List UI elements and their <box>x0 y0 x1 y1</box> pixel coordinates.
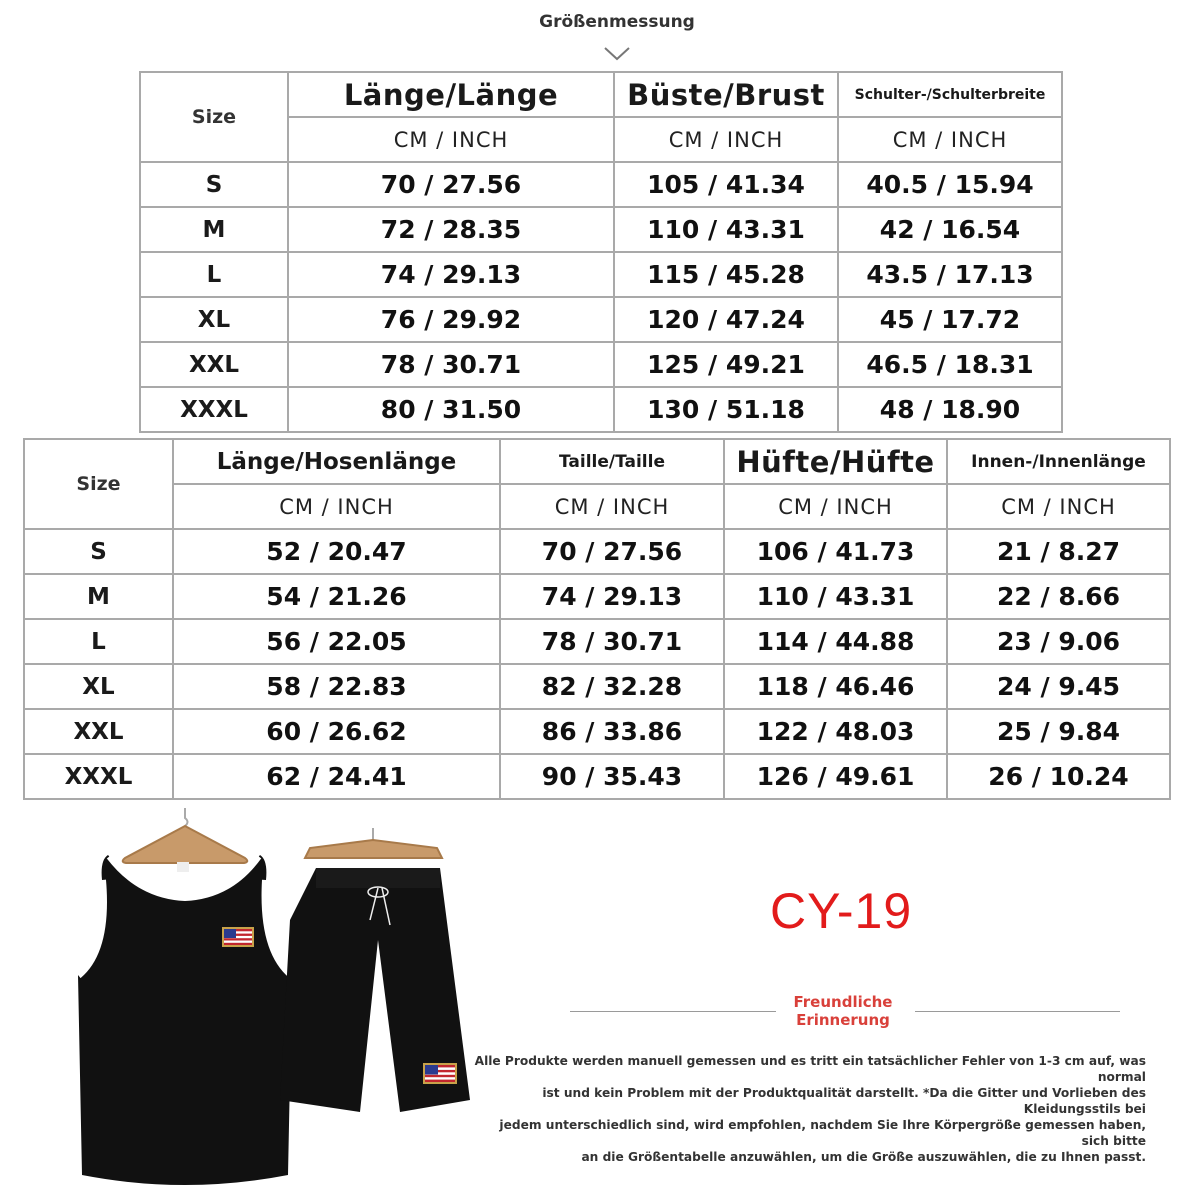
value-cell: 122 / 48.03 <box>724 709 947 754</box>
unit-label: CM / INCH <box>614 117 838 162</box>
reminder-title-line: Erinnerung <box>796 1011 890 1029</box>
size-cell: XXL <box>24 709 173 754</box>
value-cell: 74 / 29.13 <box>500 574 724 619</box>
value-cell: 114 / 44.88 <box>724 619 947 664</box>
reminder-text-line: Alle Produkte werden manuell gemessen und es tritt ein tatsächlicher Fehler von 1-3 cm auf, was normal <box>474 1054 1146 1084</box>
value-cell: 42 / 16.54 <box>838 207 1062 252</box>
value-cell: 130 / 51.18 <box>614 387 838 432</box>
value-cell: 26 / 10.24 <box>947 754 1170 799</box>
value-cell: 72 / 28.35 <box>288 207 614 252</box>
size-cell: L <box>24 619 173 664</box>
value-cell: 24 / 9.45 <box>947 664 1170 709</box>
table-row <box>140 387 1062 432</box>
value-cell: 115 / 45.28 <box>614 252 838 297</box>
value-cell: 23 / 9.06 <box>947 619 1170 664</box>
size-cell: XL <box>24 664 173 709</box>
value-cell: 126 / 49.61 <box>724 754 947 799</box>
divider <box>915 1011 1120 1012</box>
column-header-waist: Taille/Taille <box>500 439 724 484</box>
size-header: Size <box>140 72 288 162</box>
column-header-hip: Hüfte/Hüfte <box>724 439 947 484</box>
column-header-length: Länge/Länge <box>288 72 614 117</box>
tank-top <box>78 855 292 1185</box>
value-cell: 82 / 32.28 <box>500 664 724 709</box>
value-cell: 106 / 41.73 <box>724 529 947 574</box>
column-header-shoulder: Schulter-/Schulterbreite <box>838 72 1062 117</box>
value-cell: 70 / 27.56 <box>288 162 614 207</box>
value-cell: 62 / 24.41 <box>173 754 500 799</box>
reminder-text-line: an die Größentabelle anzuwählen, um die Größe auszuwählen, die zu Ihnen passt. <box>581 1150 1146 1164</box>
unit-label: CM / INCH <box>500 484 724 529</box>
size-cell: S <box>24 529 173 574</box>
reminder-text-line: ist und kein Problem mit der Produktqualität darstellt. *Da die Gitter und Vorlieben des Kleidungsstils bei <box>542 1086 1146 1116</box>
value-cell: 80 / 31.50 <box>288 387 614 432</box>
value-cell: 58 / 22.83 <box>173 664 500 709</box>
top-size-table <box>139 71 1063 433</box>
table-row <box>24 529 1170 574</box>
size-cell: M <box>140 207 288 252</box>
value-cell: 56 / 22.05 <box>173 619 500 664</box>
value-cell: 110 / 43.31 <box>614 207 838 252</box>
column-header-inseam: Innen-/Innenlänge <box>947 439 1170 484</box>
table-row <box>24 709 1170 754</box>
value-cell: 74 / 29.13 <box>288 252 614 297</box>
value-cell: 22 / 8.66 <box>947 574 1170 619</box>
value-cell: 110 / 43.31 <box>724 574 947 619</box>
usa-flag-icon <box>423 1063 457 1084</box>
unit-label: CM / INCH <box>173 484 500 529</box>
hanger-icon <box>123 808 248 863</box>
value-cell: 76 / 29.92 <box>288 297 614 342</box>
size-header: Size <box>24 439 173 529</box>
value-cell: 78 / 30.71 <box>500 619 724 664</box>
size-cell: XXL <box>140 342 288 387</box>
value-cell: 43.5 / 17.13 <box>838 252 1062 297</box>
unit-label: CM / INCH <box>724 484 947 529</box>
table-row <box>140 252 1062 297</box>
table-row <box>24 664 1170 709</box>
hanger-icon <box>305 828 442 858</box>
size-cell: XL <box>140 297 288 342</box>
value-cell: 120 / 47.24 <box>614 297 838 342</box>
reminder-text-line: jedem unterschiedlich sind, wird empfohlen, nachdem Sie Ihre Körpergröße gemessen haben, sich bitte <box>499 1118 1146 1148</box>
column-header-bust: Büste/Brust <box>614 72 838 117</box>
bottom-size-table <box>23 438 1171 800</box>
value-cell: 105 / 41.34 <box>614 162 838 207</box>
size-cell: XXXL <box>24 754 173 799</box>
size-cell: XXXL <box>140 387 288 432</box>
value-cell: 125 / 49.21 <box>614 342 838 387</box>
reminder-title-line: Freundliche <box>793 993 893 1011</box>
reminder-text <box>470 1053 1146 1165</box>
table-row <box>140 207 1062 252</box>
product-image <box>30 800 500 1195</box>
usa-flag-icon <box>222 927 254 947</box>
divider <box>570 1011 776 1012</box>
value-cell: 86 / 33.86 <box>500 709 724 754</box>
value-cell: 21 / 8.27 <box>947 529 1170 574</box>
value-cell: 60 / 26.62 <box>173 709 500 754</box>
unit-label: CM / INCH <box>838 117 1062 162</box>
table-row <box>24 574 1170 619</box>
product-code: CY-19 <box>770 883 913 939</box>
table-row <box>140 297 1062 342</box>
table-row <box>140 342 1062 387</box>
value-cell: 46.5 / 18.31 <box>838 342 1062 387</box>
size-cell: M <box>24 574 173 619</box>
value-cell: 70 / 27.56 <box>500 529 724 574</box>
value-cell: 78 / 30.71 <box>288 342 614 387</box>
size-cell: L <box>140 252 288 297</box>
unit-label: CM / INCH <box>288 117 614 162</box>
value-cell: 52 / 20.47 <box>173 529 500 574</box>
value-cell: 118 / 46.46 <box>724 664 947 709</box>
page-title: Größenmessung <box>539 12 695 32</box>
value-cell: 90 / 35.43 <box>500 754 724 799</box>
value-cell: 54 / 21.26 <box>173 574 500 619</box>
value-cell: 25 / 9.84 <box>947 709 1170 754</box>
table-row <box>24 754 1170 799</box>
column-header-pants-length: Länge/Hosenlänge <box>173 439 500 484</box>
size-cell: S <box>140 162 288 207</box>
reminder-title <box>770 993 916 1029</box>
value-cell: 45 / 17.72 <box>838 297 1062 342</box>
value-cell: 48 / 18.90 <box>838 387 1062 432</box>
unit-label: CM / INCH <box>947 484 1170 529</box>
chevron-down-icon <box>603 46 631 62</box>
table-row <box>24 619 1170 664</box>
table-row <box>140 162 1062 207</box>
value-cell: 40.5 / 15.94 <box>838 162 1062 207</box>
